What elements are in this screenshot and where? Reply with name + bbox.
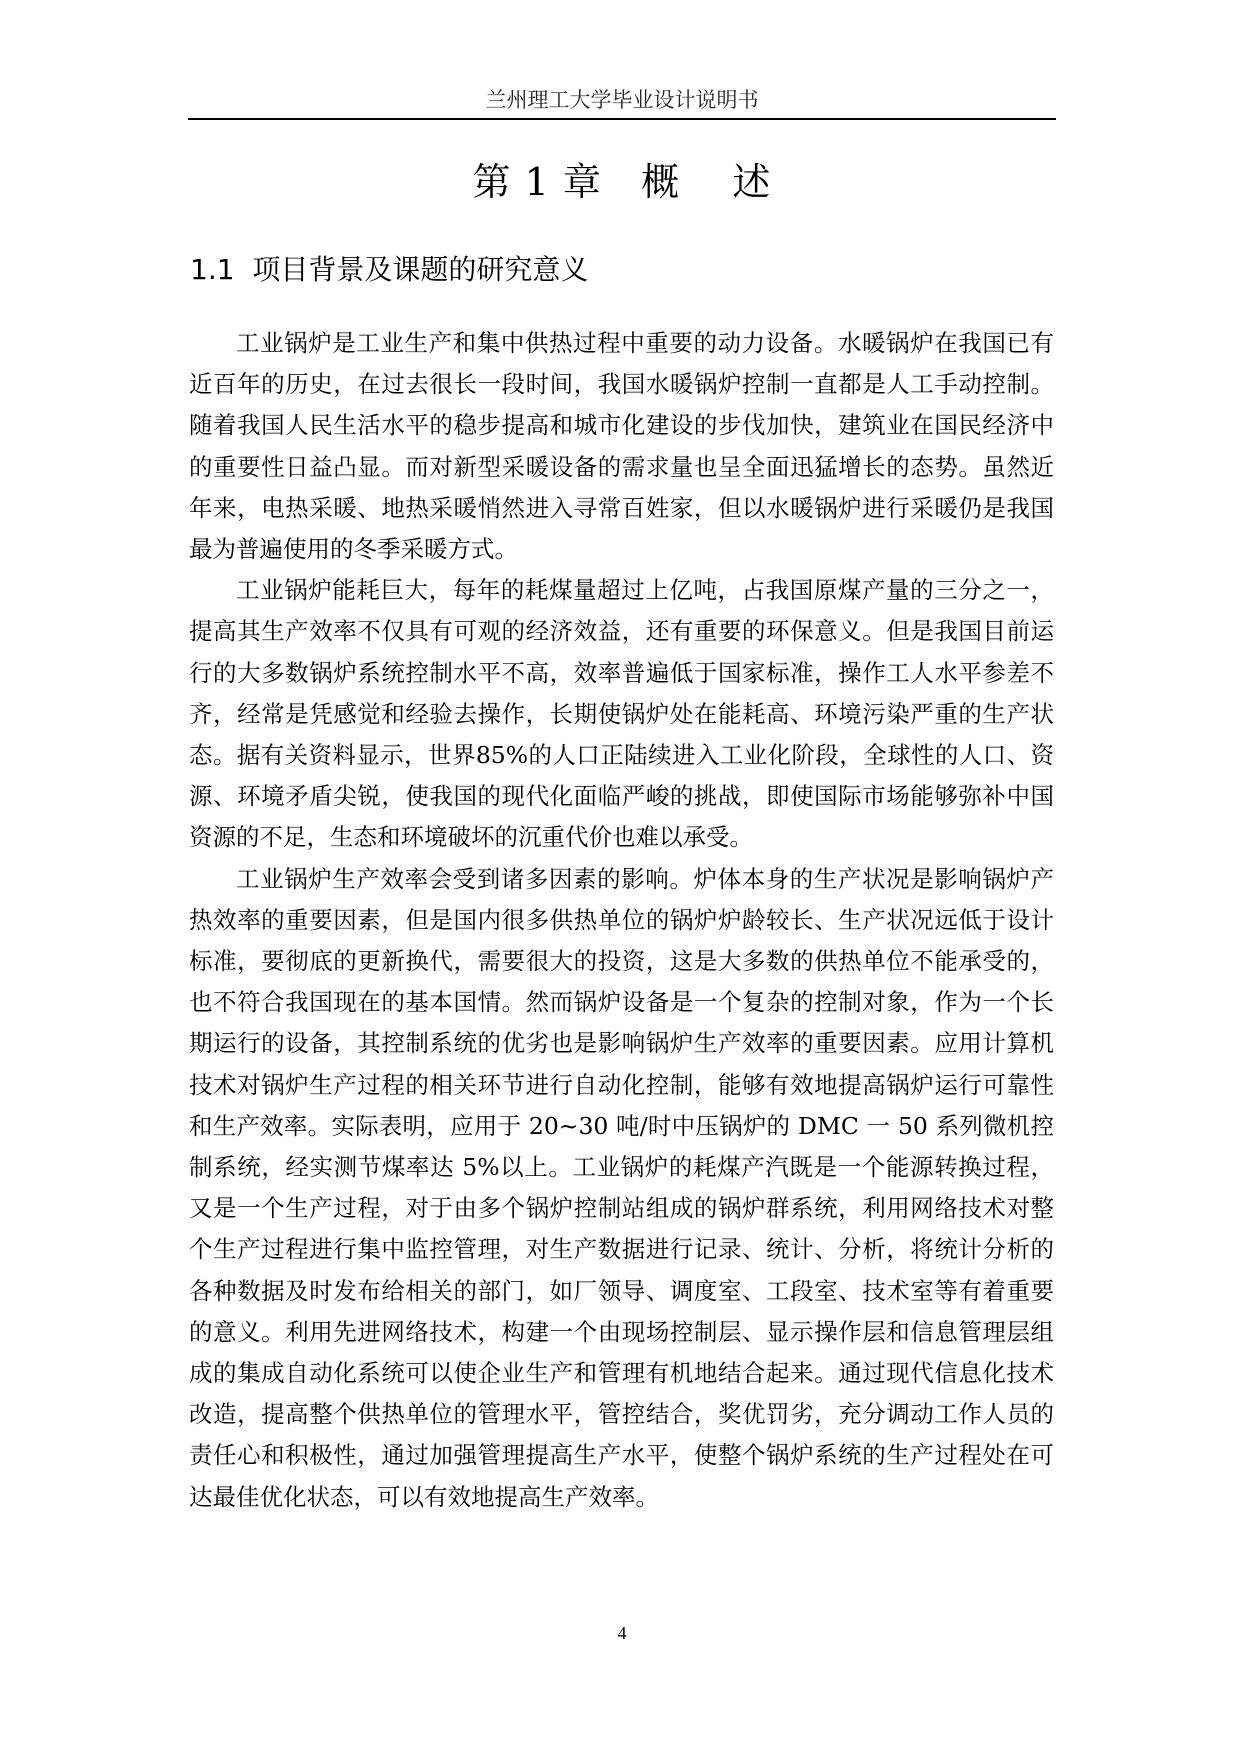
- chapter-title: 第 1 章 概 述: [472, 160, 772, 204]
- body-text: [189, 323, 1054, 1518]
- paragraph: 工业锅炉能耗巨大，每年的耗煤量超过上亿吨，占我国原煤产量的三分之一，提高其生产效率不仅具有可观的经济效益，还有重要的环保意义。但是我国目前运行的大多数锅炉系统控制水平不高，效率普遍低于国家标准，操作工人水平参差不齐，经常是凭感觉和经验去操作，长期使锅炉处在能耗高、环境污染严重的生产状态。据有关资料显示，世界85%的人口正陆续进入工业化阶段，全球性的人口、资源、环境矛盾尖锐，使我国的现代化面临严峻的挑战，即使国际市场能够弥补中国资源的不足，生态和环境破坏的沉重代价也难以承受。: [189, 576, 1054, 852]
- paragraph: 工业锅炉生产效率会受到诸多因素的影响。炉体本身的生产状况是影响锅炉产热效率的重要因素，但是国内很多供热单位的锅炉炉龄较长、生产状况远低于设计标准，要彻底的更新换代，需要很大的投资，这是大多数的供热单位不能承受的，也不符合我国现在的基本国情。然而锅炉设备是一个复杂的控制对象，作为一个长期运行的设备，其控制系统的优劣也是影响锅炉生产效率的重要因素。应用计算机技术对锅炉生产过程的相关环节进行自动化控制，能够有效地提高锅炉运行可靠性和生产效率。实际表明，应用于 20~30 吨/时中压锅炉的 DMC 一 50 系列微机控制系统，经实测节煤率达 5%以上。工业锅炉的耗煤产汽既是一个能源转换过程，又是一个生产过程，对于由多个锅炉控制站组成的锅炉群系统，利用网络技术对整个生产过程进行集中监控管理，对生产数据进行记录、统计、分析，将统计分析的各种数据及时发布给相关的部门，如厂领导、调度室、工段室、技术室等有着重要的意义。利用先进网络技术，构建一个由现场控制层、显示操作层和信息管理层组成的集成自动化系统可以使企业生产和管理有机地结合起来。通过现代信息化技术改造，提高整个供热单位的管理水平，管控结合，奖优罚劣，充分调动工作人员的责任心和积极性，通过加强管理提高生产水平，使整个锅炉系统的生产过程处在可达最佳优化状态，可以有效地提高生产效率。: [189, 864, 1054, 1511]
- header-rule: [188, 118, 1056, 120]
- page-number: 4: [617, 1623, 627, 1643]
- section-title: 1.1 项目背景及课题的研究意义: [190, 253, 589, 286]
- running-header: 兰州理工大学毕业设计说明书: [485, 88, 759, 112]
- paragraph: 工业锅炉是工业生产和集中供热过程中重要的动力设备。水暖锅炉在我国已有近百年的历史，在过去很长一段时间，我国水暖锅炉控制一直都是人工手动控制。随着我国人民生活水平的稳步提高和城市化建设的步伐加快，建筑业在国民经济中的重要性日益凸显。而对新型采暖设备的需求量也呈全面迅猛增长的态势。虽然近年来，电热采暖、地热采暖悄然进入寻常百姓家，但以水暖锅炉进行采暖仍是我国最为普遍使用的冬季采暖方式。: [189, 329, 1054, 564]
